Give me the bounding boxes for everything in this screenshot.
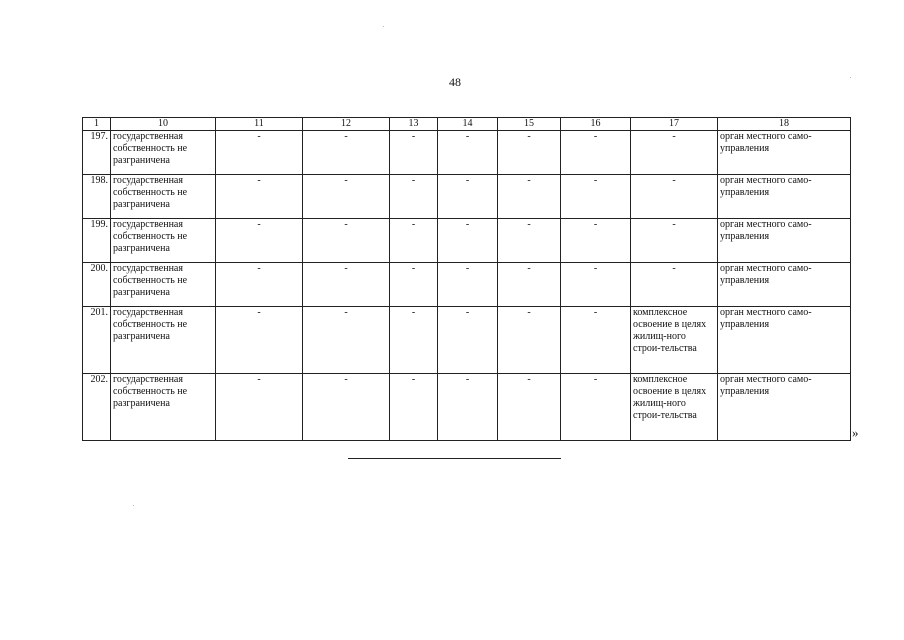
row-number-cell: 197. — [83, 131, 111, 175]
col-15-cell: - — [498, 307, 561, 374]
col-15-cell: - — [498, 175, 561, 219]
col-13-cell: - — [390, 175, 438, 219]
header-cell-col-12: 12 — [303, 118, 390, 131]
header-cell-col-17: 17 — [631, 118, 718, 131]
scan-speck — [383, 26, 384, 27]
col-11-cell: - — [216, 131, 303, 175]
authority-cell: орган местного само-управления — [718, 219, 851, 263]
col-15-cell: - — [498, 131, 561, 175]
col-12-cell: - — [303, 175, 390, 219]
ownership-cell: государственная собственность не разграничена — [111, 219, 216, 263]
col-14-cell: - — [438, 307, 498, 374]
header-cell-col-11: 11 — [216, 118, 303, 131]
col-14-cell: - — [438, 263, 498, 307]
col-12-cell: - — [303, 263, 390, 307]
table-row — [83, 219, 851, 263]
col-15-cell: - — [498, 374, 561, 441]
header-cell-col-16: 16 — [561, 118, 631, 131]
header-cell-col-14: 14 — [438, 118, 498, 131]
header-cell-col-15: 15 — [498, 118, 561, 131]
purpose-cell: комплексное освоение в целях жилищ-ного строи-тельства — [631, 374, 718, 441]
col-17-cell: - — [631, 131, 718, 175]
col-12-cell: - — [303, 307, 390, 374]
col-13-cell: - — [390, 263, 438, 307]
closing-quote-mark: » — [852, 425, 859, 440]
col-11-cell: - — [216, 219, 303, 263]
authority-cell: орган местного само-управления — [718, 374, 851, 441]
scan-speck — [133, 505, 134, 506]
col-15-cell: - — [498, 219, 561, 263]
authority-cell: орган местного само-управления — [718, 175, 851, 219]
header-cell-col-1: 1 — [83, 118, 111, 131]
col-15-cell: - — [498, 263, 561, 307]
ownership-cell: государственная собственность не разграничена — [111, 374, 216, 441]
ownership-cell: государственная собственность не разграничена — [111, 307, 216, 374]
authority-cell: орган местного само-управления — [718, 307, 851, 374]
col-14-cell: - — [438, 374, 498, 441]
header-row — [83, 118, 851, 131]
col-16-cell: - — [561, 263, 631, 307]
col-13-cell: - — [390, 374, 438, 441]
col-14-cell: - — [438, 175, 498, 219]
col-17-cell: - — [631, 175, 718, 219]
col-14-cell: - — [438, 131, 498, 175]
col-16-cell: - — [561, 219, 631, 263]
col-14-cell: - — [438, 219, 498, 263]
col-13-cell: - — [390, 219, 438, 263]
ownership-cell: государственная собственность не разграничена — [111, 263, 216, 307]
row-number-cell: 200. — [83, 263, 111, 307]
col-16-cell: - — [561, 374, 631, 441]
col-17-cell: - — [631, 263, 718, 307]
ownership-cell: государственная собственность не разграничена — [111, 175, 216, 219]
page-number: 48 — [449, 75, 461, 89]
col-12-cell: - — [303, 374, 390, 441]
header-cell-col-10: 10 — [111, 118, 216, 131]
col-11-cell: - — [216, 374, 303, 441]
row-number-cell: 202. — [83, 374, 111, 441]
col-13-cell: - — [390, 307, 438, 374]
registry-table — [82, 117, 851, 441]
table-row — [83, 307, 851, 374]
row-number-cell: 198. — [83, 175, 111, 219]
col-12-cell: - — [303, 219, 390, 263]
col-16-cell: - — [561, 175, 631, 219]
table-row — [83, 374, 851, 441]
col-13-cell: - — [390, 131, 438, 175]
row-number-cell: 199. — [83, 219, 111, 263]
col-11-cell: - — [216, 263, 303, 307]
col-11-cell: - — [216, 307, 303, 374]
footer-rule — [348, 458, 561, 459]
table-row — [83, 263, 851, 307]
authority-cell: орган местного само-управления — [718, 263, 851, 307]
purpose-cell: комплексное освоение в целях жилищ-ного строи-тельства — [631, 307, 718, 374]
col-16-cell: - — [561, 131, 631, 175]
scan-speck — [850, 77, 851, 78]
col-16-cell: - — [561, 307, 631, 374]
row-number-cell: 201. — [83, 307, 111, 374]
table-row — [83, 131, 851, 175]
table-row — [83, 175, 851, 219]
col-17-cell: - — [631, 219, 718, 263]
col-12-cell: - — [303, 131, 390, 175]
header-cell-col-18: 18 — [718, 118, 851, 131]
col-11-cell: - — [216, 175, 303, 219]
authority-cell: орган местного само-управления — [718, 131, 851, 175]
header-cell-col-13: 13 — [390, 118, 438, 131]
ownership-cell: государственная собственность не разграничена — [111, 131, 216, 175]
